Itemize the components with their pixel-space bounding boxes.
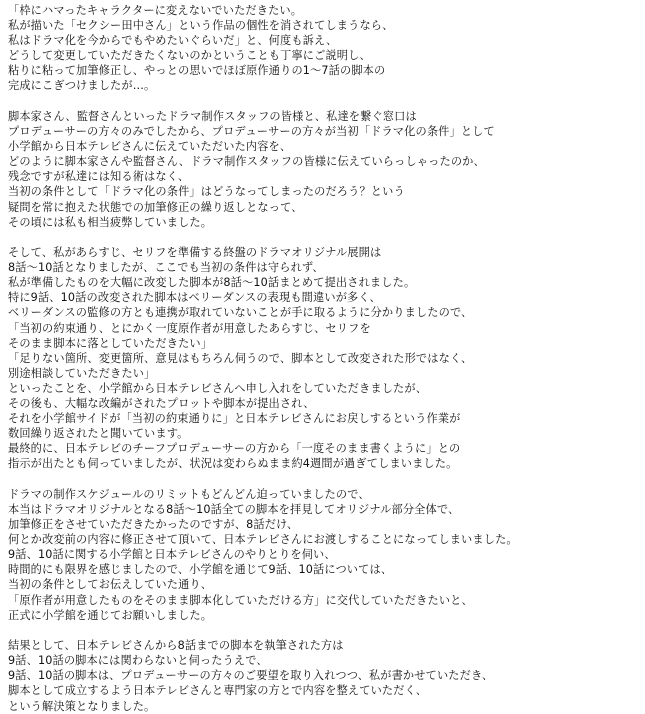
text-line: 指示が出たとも伺っていましたが、状況は変わらぬまま約4週間が過ぎてしまいました。	[8, 457, 458, 471]
text-line: 時間的にも限界を感じましたので、小学館を通じて9話、10話については、	[8, 563, 393, 577]
text-line: 「当初の約束通り、とにかく一度原作者が用意したあらすじ、セリフを	[8, 321, 371, 335]
text-line: 結果として、日本テレビさんから8話までの脚本を執筆された方は	[8, 639, 344, 653]
text-line: どのように脚本家さんや監督さん、ドラマ制作スタッフの皆様に伝えていらっしゃったのか、	[8, 155, 485, 169]
text-line: そのまま脚本に落としていただきたい」	[8, 336, 213, 350]
paragraph-4	[8, 487, 639, 623]
text-line: 脚本として成立するよう日本テレビさんと専門家の方とで内容を整えていただく、	[8, 684, 428, 698]
text-line: 当初の条件としてお伝えしていた通り、	[8, 578, 213, 592]
text-line: どうして変更していただきたくないのかということも丁寧にご説明し、	[8, 49, 371, 63]
paragraph-gap	[8, 623, 639, 638]
text-line: 「足りない箇所、変更箇所、意見はもちろん伺うので、脚本として改変された形ではなく、	[8, 351, 473, 365]
text-line: 「枠にハマったキャラクターに変えないでいただきたい。	[8, 4, 303, 17]
text-line: 9話、10話に関する小学館と日本テレビさんのやりとりを伺い、	[8, 548, 336, 562]
text-line: その頃には私も相当疲弊していました。	[8, 215, 213, 229]
paragraph-1	[8, 3, 639, 94]
text-line: 特に9話、10話の改変された脚本はベリーダンスの表現も間違いが多く、	[8, 291, 381, 305]
text-line: 完成にこぎつけましたが…。	[8, 79, 156, 93]
paragraph-2	[8, 109, 639, 230]
text-line: 残念ですが私達には知る術はなく、	[8, 170, 190, 184]
text-line: 最終的に、日本テレビのチーフプロデューサーの方から「一度そのまま書くように」との	[8, 442, 461, 456]
text-line: プロデューサーの方々のみでしたから、プロデューサーの方々が当初「ドラマ化の条件」として	[8, 125, 495, 139]
text-line: 8話～10話となりましたが、ここでも当初の条件は守られず、	[8, 261, 324, 275]
text-line: 私が描いた「セクシー田中さん」という作品の個性を消されてしまうなら、	[8, 19, 394, 33]
text-line: 小学館から日本テレビさんに伝えていただいた内容を、	[8, 140, 292, 154]
paragraph-gap	[8, 94, 639, 109]
text-line: ドラマの制作スケジュールのリミットもどんどん迫っていましたので、	[8, 487, 370, 501]
paragraph-5	[8, 638, 639, 713]
text-line: 正式に小学館を通じてお願いしました。	[8, 608, 213, 622]
text-line: その後も、大幅な改編がされたプロットや脚本が提出され、	[8, 397, 315, 411]
paragraph-3	[8, 245, 639, 471]
text-line: 粘りに粘って加筆修正し、やっとの思いでほぼ原作通りの1～7話の脚本の	[8, 64, 386, 78]
text-line: 当初の条件として「ドラマ化の条件」はどうなってしまったのだろう？という	[8, 185, 405, 199]
paragraph-gap	[8, 230, 639, 245]
text-line: ベリーダンスの監修の方とも連携が取れていないことが手に取るように分かりましたので、	[8, 306, 473, 320]
text-line: 脚本家さん、監督さんといったドラマ制作スタッフの皆様と、私達を繋ぐ窓口は	[8, 109, 417, 123]
text-line: 疑問を常に抱えた状態での加筆修正の繰り返しとなって、	[8, 200, 303, 214]
text-line: 本当はドラマオリジナルとなる8話～10話全ての脚本を拝見してオリジナル部分全体で、	[8, 502, 460, 516]
text-line: 「原作者が用意したものをそのまま脚本化していただける方」に交代していただきたいと、	[8, 593, 473, 607]
text-line: 別途相談していただきたい」	[8, 366, 156, 380]
text-line: という解決策となりました。	[8, 699, 156, 713]
text-line: といったことを、小学館から日本テレビさんへ申し入れをしていただきましたが、	[8, 381, 428, 395]
text-line: 何とか改変前の内容に修正させて頂いて、日本テレビさんにお渡しすることになってしまいました。	[8, 533, 518, 547]
text-line: 私はドラマ化を今からでもやめたいぐらいだ」と、何度も訴え、	[8, 34, 338, 48]
text-line: 9話、10話の脚本は、プロデューサーの方々のご要望を取り入れつつ、私が書かせていただき、	[8, 669, 494, 683]
text-line: 9話、10話の脚本には関わらないと伺ったうえで、	[8, 654, 268, 668]
text-line: 私が準備したものを大幅に改変した脚本が8話～10話まとめて提出されました。	[8, 276, 416, 290]
text-line: 数回繰り返されたと聞いています。	[8, 427, 189, 441]
text-line: そして、私があらすじ、セリフを準備する終盤のドラマオリジナル展開は	[8, 246, 382, 260]
text-line: それを小学館サイドが「当初の約束通りに」と日本テレビさんにお戻しするという作業が	[8, 412, 461, 426]
text-line: 加筆修正をさせていただきたかったのですが、8話だけ、	[8, 518, 299, 532]
paragraph-gap	[8, 472, 639, 487]
